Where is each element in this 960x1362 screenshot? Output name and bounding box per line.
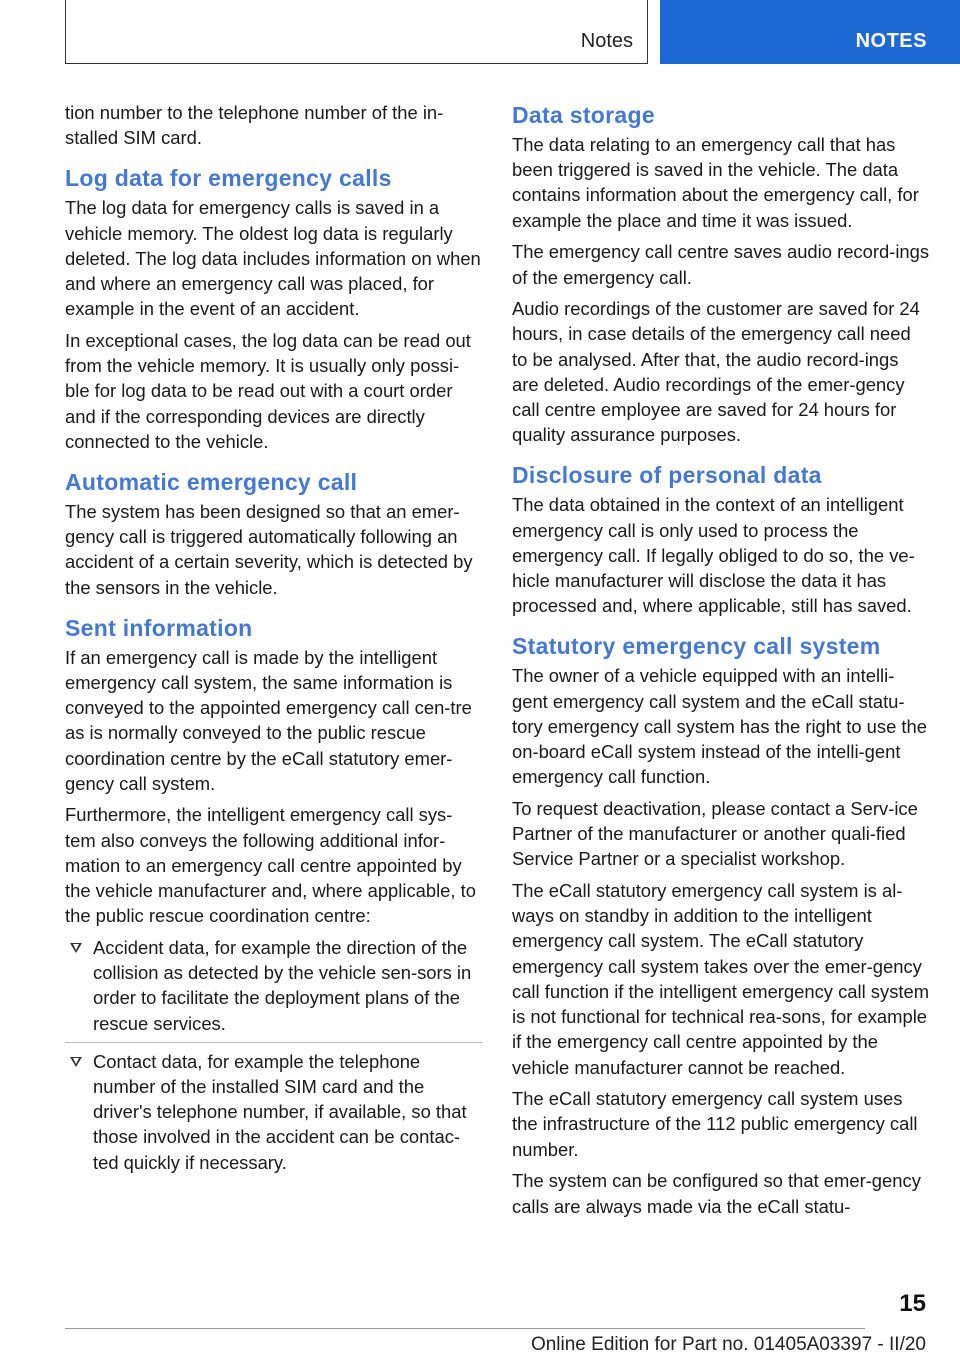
- paragraph: The emergency call centre saves audio record‐ings of the emergency call.: [512, 241, 930, 288]
- list-item-text: Accident data, for example the direction of the collision as detected by the vehicle sen‐sors in order to facilitate the deployment plans of the rescue services.: [93, 936, 472, 1034]
- section-label: Notes: [580, 30, 633, 52]
- page-footer: [0, 1290, 960, 1362]
- heading-statutory-system: Statutory emergency call system: [512, 633, 881, 660]
- heading-sent-information: Sent information: [65, 614, 253, 641]
- chapter-label: NOTES: [855, 30, 927, 52]
- right-column: [512, 100, 930, 1225]
- paragraph: The log data for emergency calls is saved in a vehicle memory. The oldest log data is regularly deleted. The log data includes information on when and where an emergency call was placed, for example in the event of an accident.: [65, 197, 481, 320]
- paragraph: In exceptional cases, the log data can be read out from the vehicle memory. It is usually only possi‐ble for log data to be read out with a court order and if the corresponding devices are directly connected to the vehicle.: [65, 329, 471, 452]
- paragraph: The owner of a vehicle equipped with an intelli‐gent emergency call system and the eCall statu‐tory emergency call system has the right to use the on-board eCall system instead of the intelli‐gent emergency call function.: [512, 665, 928, 788]
- heading-log-data: Log data for emergency calls: [65, 165, 392, 192]
- triangle-bullet-icon: [73, 1058, 79, 1064]
- triangle-bullet-icon: [73, 944, 79, 950]
- paragraph: To request deactivation, please contact a Serv‐ice Partner of the manufacturer or another quali‐fied Service Partner or a specialist workshop.: [512, 797, 918, 870]
- left-column: [65, 100, 483, 1175]
- paragraph: The system has been designed so that an emer‐gency call is triggered automatically following an accident of a certain severity, which is detected by the sensors in the vehicle.: [65, 500, 473, 598]
- paragraph: Furthermore, the intelligent emergency call sys‐tem also conveys the following additional infor‐mation to an emergency call centre appointed by the vehicle manufacturer and, where applicable, to the public rescue coordination centre:: [65, 804, 476, 927]
- edition-text: Online Edition for Part no. 01405A03397 - II/20: [530, 1334, 926, 1355]
- paragraph: The data relating to an emergency call that has been triggered is saved in the vehicle. The data contains information about the emergency call, for example the place and time it was issued.: [512, 134, 919, 231]
- paragraph: The system can be configured so that emer‐gency calls are always made via the eCall statu‐: [512, 1170, 921, 1217]
- paragraph: The data obtained in the context of an intelligent emergency call is only used to process the emergency call. If legally obliged to do so, the ve‐hicle manufacturer will disclose the data it has processed and, where applicable, still has saved.: [512, 494, 915, 617]
- heading-automatic-call: Automatic emergency call: [65, 468, 358, 495]
- heading-disclosure: Disclosure of personal data: [512, 462, 822, 489]
- page-header: [0, 0, 960, 66]
- heading-data-storage: Data storage: [512, 102, 655, 128]
- continued-paragraph: tion number to the telephone number of the in‐stalled SIM card.: [65, 102, 444, 149]
- paragraph: The eCall statutory emergency call system is al‐ways on standby in addition to the intelligent emergency call system. The eCall statutory emergency call system takes over the emer‐gency call function if the intelligent emergency call system is not functional for technical rea‐sons, for example if the emergency call centre appointed by the vehicle manufacturer cannot be reached.: [512, 880, 930, 1078]
- chapter-tab: [660, 0, 960, 64]
- list-item: [65, 935, 483, 1036]
- list-item: [65, 1042, 483, 1175]
- paragraph: If an emergency call is made by the intelligent emergency call system, the same information is conveyed to the appointed emergency call cen‐tre as is normally conveyed to the public rescue coordination centre by the eCall statutory emer‐gency call system.: [65, 646, 472, 794]
- list-item-text: Contact data, for example the telephone number of the installed SIM card and the driver's telephone number, if available, so that those involved in the accident can be contac‐ted quickly if necessary.: [93, 1050, 467, 1173]
- page-number: 15: [899, 1290, 926, 1317]
- paragraph: The eCall statutory emergency call system uses the infrastructure of the 112 public emergency call number.: [512, 1088, 918, 1160]
- paragraph: Audio recordings of the customer are saved for 24 hours, in case details of the emergency call need to be analysed. After that, the audio record‐ings are deleted. Audio recordings of the emer‐gency call centre employee are saved for 24 hours for quality assurance purposes.: [512, 298, 920, 446]
- section-tab: [65, 0, 648, 64]
- bullet-list: [65, 935, 483, 1175]
- footer-divider: [65, 1328, 865, 1329]
